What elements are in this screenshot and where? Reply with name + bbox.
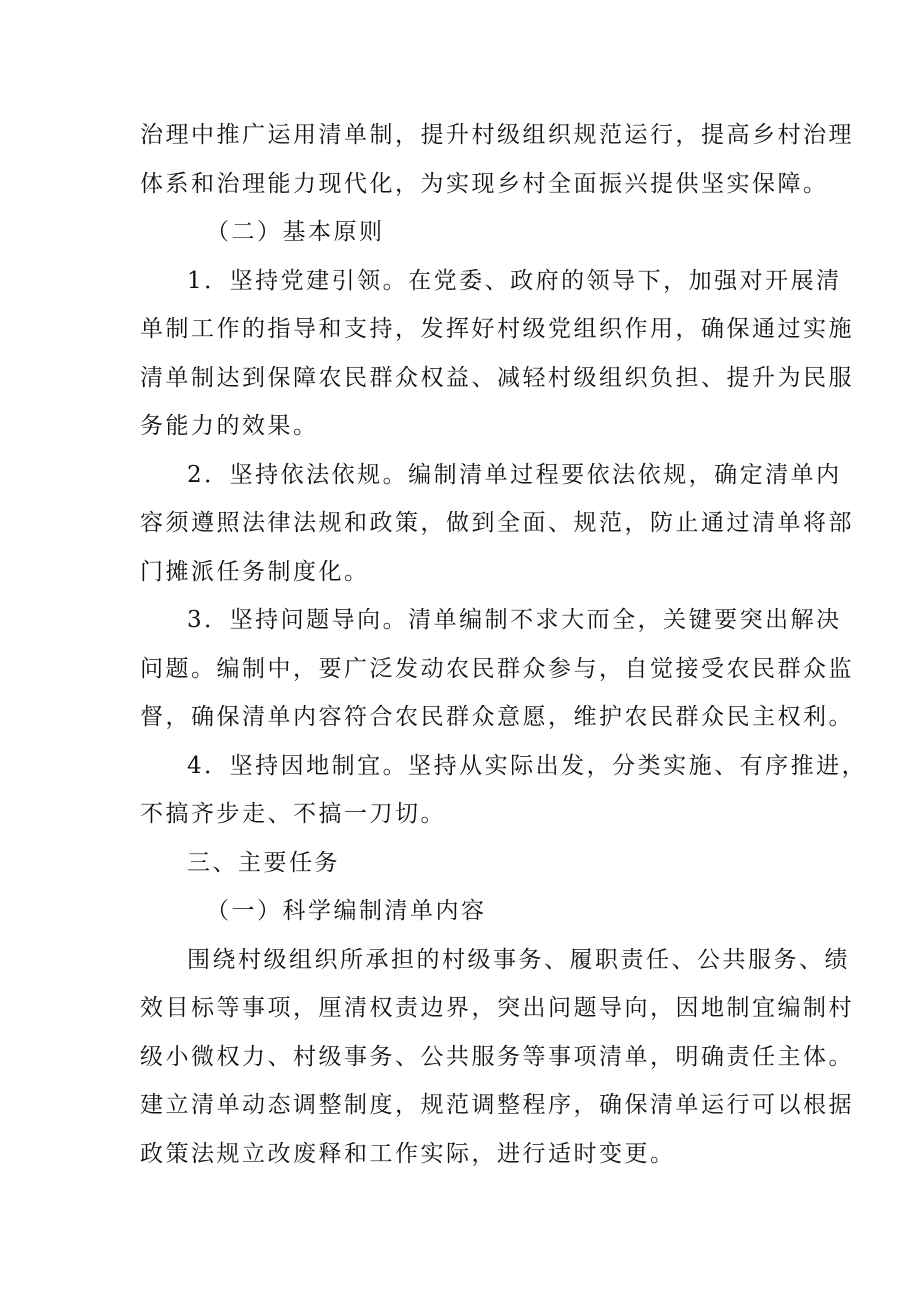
- paragraph-line: 门摊派任务制度化。: [140, 558, 370, 585]
- paragraph-line: 效目标等事项，厘清权责边界，突出问题导向，因地制宜编制村: [140, 995, 854, 1021]
- paragraph-line: 级小微权力、村级事务、公共服务等事项清单，明确责任主体。: [140, 1043, 854, 1070]
- section-heading: （二）基本原则: [206, 219, 385, 245]
- paragraph-line: 清单制达到保障农民群众权益、减轻村级组织负担、提升为民服: [140, 364, 854, 391]
- paragraph-line: 1．坚持党建引领。在党委、政府的领导下，加强对开展清: [187, 267, 842, 294]
- paragraph-line: 不搞齐步走、不搞一刀切。: [140, 801, 446, 827]
- subsection-heading: （一）科学编制清单内容: [206, 898, 487, 924]
- paragraph-line: 4．坚持因地制宜。坚持从实际出发，分类实施、有序推进，: [187, 752, 868, 779]
- paragraph-line: 政策法规立改废释和工作实际，进行适时变更。: [140, 1140, 676, 1167]
- paragraph-line: 务能力的效果。: [140, 413, 319, 439]
- paragraph-line: 督，确保清单内容符合农民群众意愿，维护农民群众民主权利。: [140, 704, 854, 730]
- paragraph-line: 围绕村级组织所承担的村级事务、履职责任、公共服务、绩: [187, 946, 850, 973]
- document-body: [140, 111, 868, 1178]
- paragraph-line: 容须遵照法律法规和政策，做到全面、规范，防止通过清单将部: [140, 510, 854, 536]
- paragraph-line: 建立清单动态调整制度，规范调整程序，确保清单运行可以根据: [140, 1092, 854, 1118]
- paragraph-line: 3．坚持问题导向。清单编制不求大而全，关键要突出解决: [187, 607, 842, 633]
- section-heading: 三、主要任务: [187, 849, 340, 876]
- paragraph-line: 2．坚持依法依规。编制清单过程要依法依规，确定清单内: [187, 461, 842, 488]
- paragraph-line: 体系和治理能力现代化，为实现乡村全面振兴提供坚实保障。: [140, 170, 829, 197]
- paragraph-line: 单制工作的指导和支持，发挥好村级党组织作用，确保通过实施: [140, 316, 854, 342]
- paragraph-line: 治理中推广运用清单制，提升村级组织规范运行，提高乡村治理: [140, 122, 854, 148]
- paragraph-line: 问题。编制中，要广泛发动农民群众参与，自觉接受农民群众监: [140, 655, 854, 682]
